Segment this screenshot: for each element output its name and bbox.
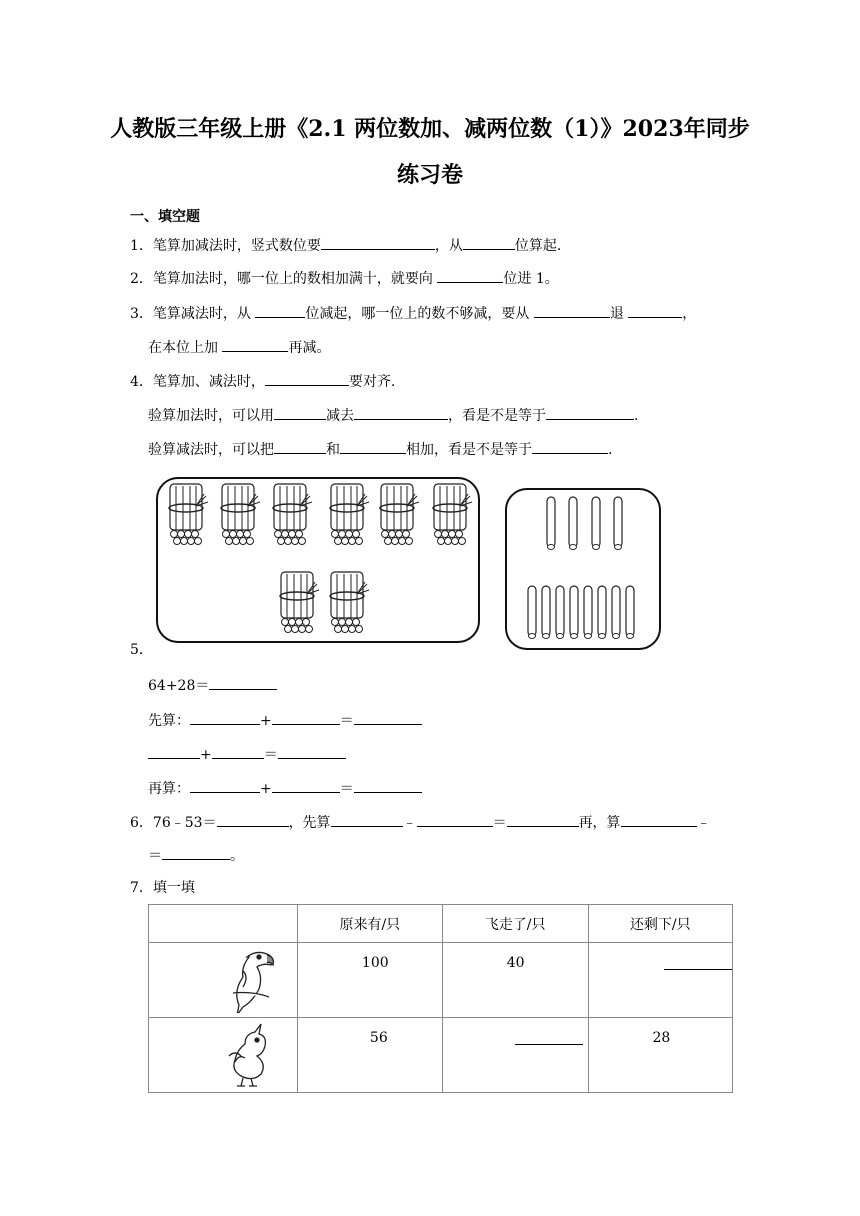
question-3: 3．笔算减法时，从 位减起，哪一位上的数不够减，要从 退 ， [130,303,696,324]
answer-blank[interactable] [162,845,230,860]
fill-table [148,904,733,1093]
bundle-of-ten-sticks-icon [330,572,369,633]
single-stick-icon [584,586,592,639]
table-row [149,943,733,1018]
question-2: 2．笔算加法时，哪一位上的数相加满十，就要向 位进 1。 [130,268,559,289]
table-cell: 40 [442,943,588,1018]
page-title-line2: 练习卷 [396,162,463,188]
single-stick-icon [569,497,577,550]
question-5-first: 先算： + ＝ [148,710,422,731]
question-5-then: 再算： + ＝ [148,778,422,799]
answer-blank[interactable] [190,710,260,725]
question-4-line2: 验算加法时，可以用 减去 ，看是不是等于 . [148,405,638,426]
bird-icon [149,1018,295,1088]
bundle-of-ten-sticks-icon [330,484,369,545]
bird-cell [149,943,298,1018]
bundle-of-ten-sticks-icon [433,484,472,545]
answer-blank[interactable] [217,812,289,827]
question-5-second: + ＝ [148,744,346,765]
parrot-icon [149,943,295,1013]
answer-blank[interactable] [417,812,493,827]
table-row [149,1018,733,1093]
answer-blank[interactable] [664,955,732,970]
table-cell: 28 [588,1018,732,1093]
single-stick-icon [626,586,634,639]
question-3-line2: 在本位上加 再减。 [148,337,330,358]
answer-blank[interactable] [354,778,422,793]
question-4-line3: 验算减法时，可以把 和 相加，看是不是等于 . [148,439,612,460]
question-1: 1．笔算加减法时，竖式数位要 ，从 位算起. [130,235,561,256]
table-cell [588,943,732,1018]
single-stick-icon [614,497,622,550]
answer-blank[interactable] [272,710,340,725]
answer-blank[interactable] [272,778,340,793]
answer-blank[interactable] [515,1030,583,1045]
single-stick-icon [556,586,564,639]
table-cell [442,1018,588,1093]
bundle-of-ten-sticks-icon [280,572,319,633]
bundle-of-ten-sticks-icon [380,484,419,545]
section-heading: 一、填空题 [130,209,200,225]
question-4: 4．笔算加、减法时， 要对齐. [130,371,395,392]
question-6: 6．76﹣53＝ ，先算 ﹣ ＝ 再，算 ﹣ [130,812,711,833]
question-5: 5． [130,642,153,658]
table-header-cell: 原来有/只 [297,905,442,943]
bundle-of-ten-sticks-icon [169,484,208,545]
single-stick-icon [528,586,536,639]
answer-blank[interactable] [148,744,200,759]
question-5-expression: 64+28＝ [148,675,277,696]
table-header-cell: 飞走了/只 [442,905,588,943]
single-stick-icon [542,586,550,639]
answer-blank[interactable] [278,744,346,759]
answer-blank[interactable] [212,744,264,759]
answer-blank[interactable] [507,812,579,827]
single-stick-icon [547,497,555,550]
table-header-cell: 还剩下/只 [588,905,732,943]
bundle-of-ten-sticks-icon [221,484,260,545]
question-6-line2: ＝ 。 [148,845,244,866]
table-cell: 56 [297,1018,442,1093]
answer-blank[interactable] [190,778,260,793]
question-7: 7．填一填 [130,880,195,896]
bird-cell [149,1018,298,1093]
single-stick-icon [612,586,620,639]
bundle-of-ten-sticks-icon [273,484,312,545]
answer-blank[interactable] [621,812,697,827]
answer-blank[interactable] [354,710,422,725]
answer-blank[interactable] [331,812,403,827]
single-stick-icon [570,586,578,639]
table-cell: 100 [297,943,442,1018]
table-header-row [149,905,733,943]
answer-blank[interactable] [209,675,277,690]
single-stick-icon [592,497,600,550]
table-header-cell [149,905,298,943]
single-stick-icon [598,586,606,639]
page-title: 人教版三年级上册《2.1 两位数加、减两位数（1）》2023年同步 [110,116,750,142]
